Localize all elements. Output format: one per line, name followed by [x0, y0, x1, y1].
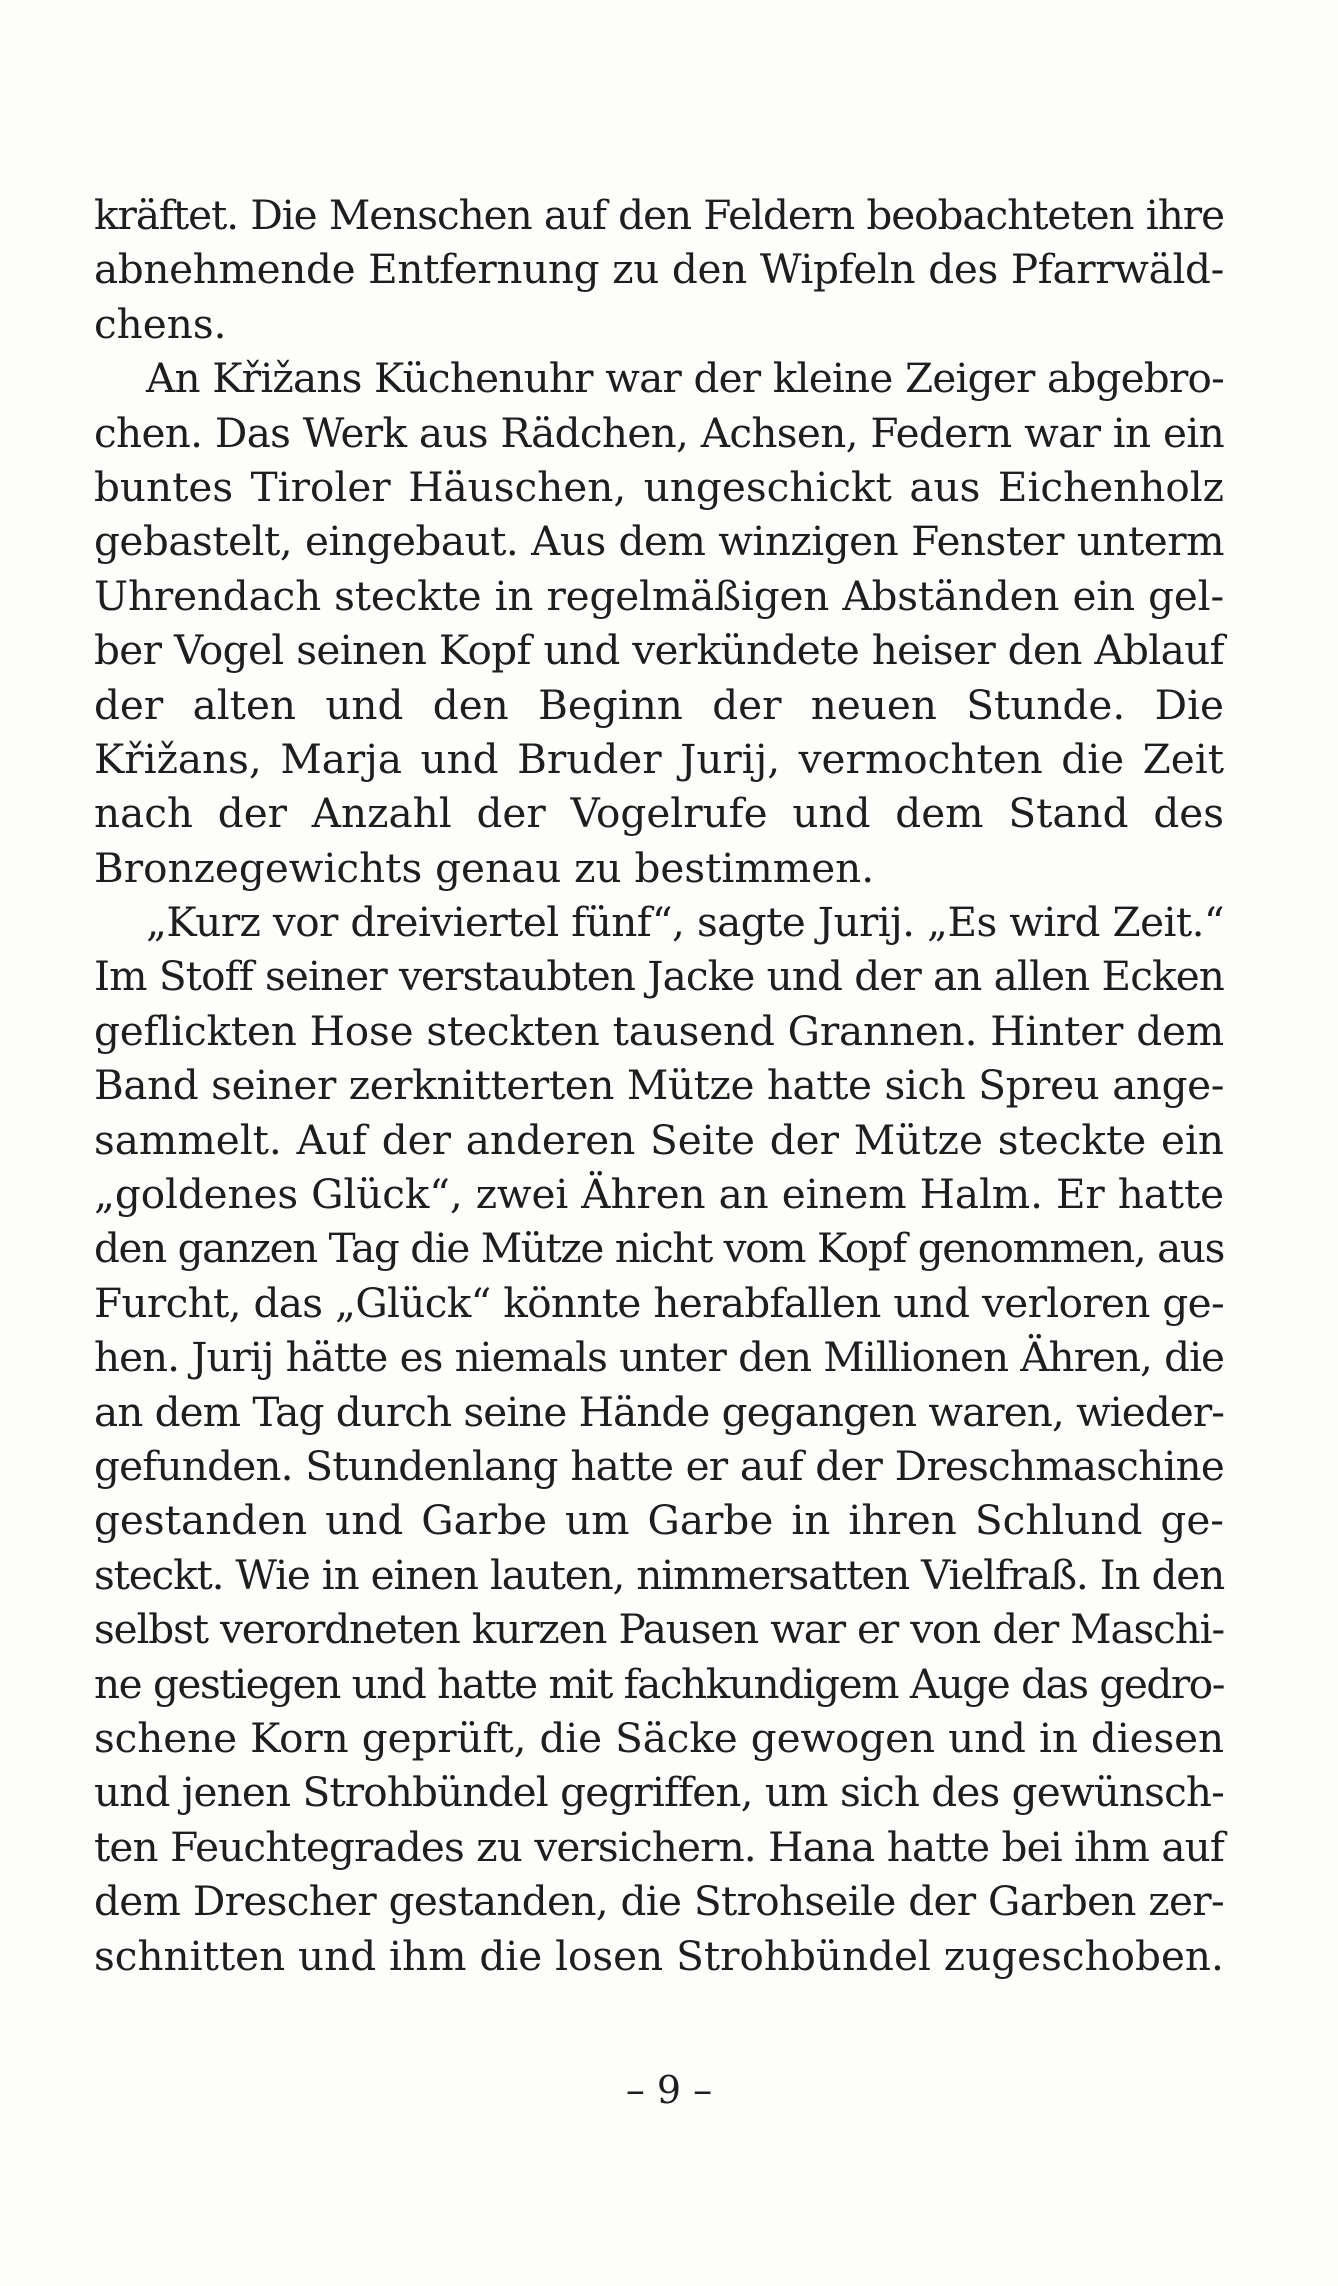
text-line: chens.	[94, 299, 227, 348]
text-line: buntes Tiroler Häuschen, ungeschickt aus Eichenholz	[94, 462, 1224, 511]
text-line: Band seiner zerknitterten Mütze hatte sich Spreu ange-	[94, 1061, 1224, 1110]
text-line: Uhrendach steckte in regelmäßigen Abständen ein gel-	[94, 571, 1224, 620]
paragraph	[94, 351, 1224, 895]
text-line: steckt. Wie in einen lauten, nimmersatten Vielfraß. In den	[94, 1550, 1224, 1599]
text-line: ne gestiegen und hatte mit fachkundigem Auge das gedro-	[94, 1659, 1224, 1708]
text-line: dem Drescher gestanden, die Strohseile der Garben zer-	[94, 1877, 1224, 1926]
text-line: Bronzegewichts genau zu bestimmen.	[94, 843, 875, 892]
text-line: Im Stoff seiner verstaubten Jacke und der an allen Ecken	[94, 952, 1224, 1001]
text-line: Křižans, Marja und Bruder Jurij, vermochten die Zeit	[94, 734, 1224, 783]
text-line: abnehmende Entfernung zu den Wipfeln des Pfarrwäld-	[94, 245, 1224, 294]
text-line: gefunden. Stundenlang hatte er auf der Dreschmaschine	[94, 1441, 1224, 1490]
text-line: schnitten und ihm die losen Strohbündel zugeschoben.	[94, 1931, 1224, 1980]
text-line: „goldenes Glück“, zwei Ähren an einem Halm. Er hatte	[94, 1170, 1224, 1219]
text-line: geflickten Hose steckten tausend Grannen. Hinter dem	[94, 1006, 1224, 1055]
page-number: – 9 –	[625, 2068, 713, 2112]
text-line: Furcht, das „Glück“ könnte herabfallen und verloren ge-	[94, 1278, 1224, 1327]
text-line: hen. Jurij hätte es niemals unter den Millionen Ähren, die	[94, 1333, 1224, 1382]
text-line: nach der Anzahl der Vogelrufe und dem Stand des	[94, 789, 1224, 838]
text-line: ten Feuchtegrades zu versichern. Hana hatte bei ihm auf	[94, 1822, 1224, 1871]
text-line: An Křižans Küchenuhr war der kleine Zeiger abgebro-	[146, 354, 1224, 403]
paragraph	[94, 188, 1224, 351]
text-line: gebastelt, eingebaut. Aus dem winzigen Fenster unterm	[94, 517, 1224, 566]
text-line: und jenen Strohbündel gegriffen, um sich des gewünsch-	[94, 1768, 1224, 1817]
text-line: gestanden und Garbe um Garbe in ihren Schlund ge-	[94, 1496, 1224, 1545]
paragraph	[94, 895, 1224, 1983]
text-line: ber Vogel seinen Kopf und verkündete heiser den Ablauf	[94, 626, 1224, 675]
text-line: der alten und den Beginn der neuen Stunde. Die	[94, 680, 1224, 729]
text-line: kräftet. Die Menschen auf den Feldern beobachteten ihre	[94, 191, 1224, 239]
body-text	[94, 188, 1224, 1983]
text-line: den ganzen Tag die Mütze nicht vom Kopf genommen, aus	[94, 1224, 1224, 1273]
text-line: an dem Tag durch seine Hände gegangen waren, wieder-	[94, 1387, 1224, 1436]
text-line: schene Korn geprüft, die Säcke gewogen und in diesen	[94, 1713, 1224, 1762]
text-line: „Kurz vor dreiviertel fünf“, sagte Jurij. „Es wird Zeit.“	[146, 898, 1224, 947]
text-line: chen. Das Werk aus Rädchen, Achsen, Federn war in ein	[94, 408, 1224, 457]
text-line: selbst verordneten kurzen Pausen war er von der Maschi-	[94, 1605, 1224, 1654]
text-line: sammelt. Auf der anderen Seite der Mütze steckte ein	[94, 1115, 1224, 1164]
